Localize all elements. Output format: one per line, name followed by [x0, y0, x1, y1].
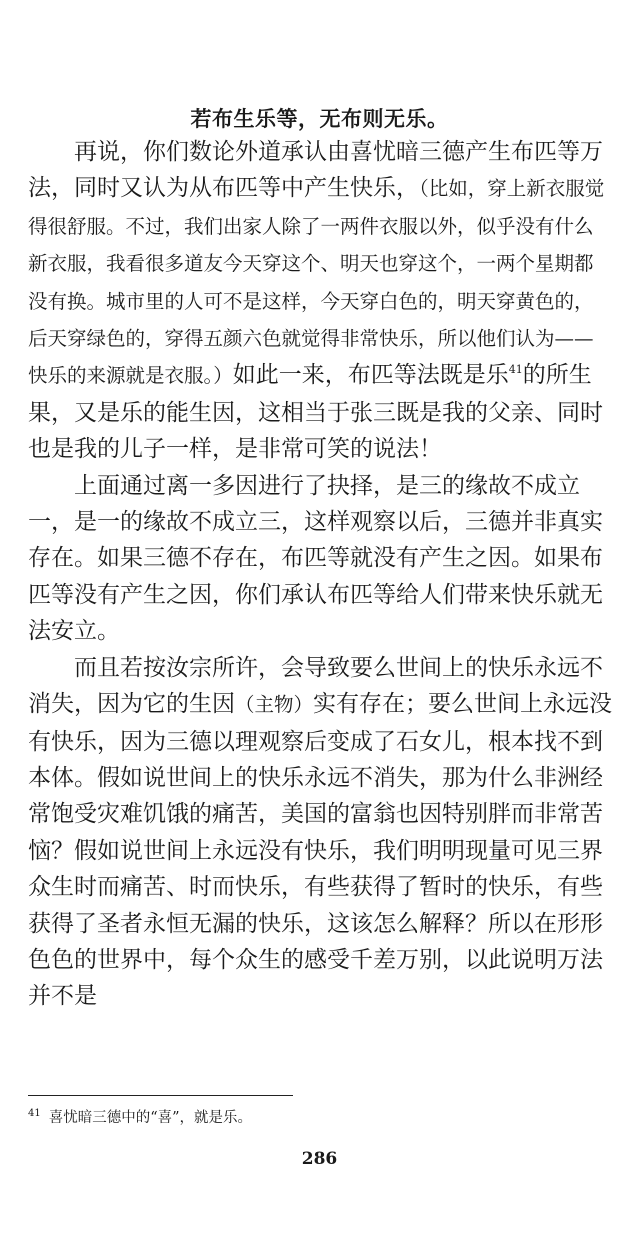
paragraph-3-text-continued: 实有存在；要么世间上永远没有快乐，因为三德以理观察后变成了石女儿，根本找不到本体。假如说世间上的快乐永远不消失，那为什么非洲经常饱受灾难饥饿的痛苦，美国的富翁也因特别胖而非常苦恼？假如说世间上永远没有快乐，我们明明现量可见三界众生时而痛苦、时而快乐，有些获得了暂时的快乐，有些获得了圣者永恒无漏的快乐，这该怎么解释？所以在形形色色的世界中，每个众生的感受千差万别，以此说明万法并不是	[28, 691, 613, 1010]
paragraph-1-text-continued: 如此一来，布匹等法既是乐	[232, 362, 509, 389]
paragraph-1	[28, 134, 612, 468]
footnote-text: 喜忧暗三德中的“喜”，就是乐。	[48, 1110, 253, 1126]
paragraph-2: 上面通过离一多因进行了抉择，是三的缘故不成立一，是一的缘故不成立三，这样观察以后，三德并非真实存在。如果三德不存在，布匹等就没有产生之因。如果布匹等没有产生之因，你们承认布匹等给人们带来快乐就无法安立。	[28, 472, 603, 645]
paragraph-3	[28, 650, 612, 1015]
footnote-number: 41	[28, 1108, 41, 1119]
paragraph-1-note: （比如，穿上新衣服觉得很舒服。不过，我们出家人除了一两件衣服以外，似乎没有什么新衣服，我看很多道友今天穿这个、明天也穿这个，一两个星期都没有换。城市里的人可不是这样，今天穿白色的，明天穿黄色的，后天穿绿色的，穿得五颜六色就觉得非常快乐，所以他们认为——快乐的来源就是衣服。）	[28, 177, 605, 388]
verse-heading: 若布生乐等，无布则无乐。	[190, 107, 449, 131]
paragraph-1-text: 再说，你们数论外道承认由喜忧暗三德产生布匹等万法，同时又认为从布匹等中产生快乐，	[28, 139, 603, 202]
page-number: 286	[301, 1149, 338, 1169]
paragraph-3-note: （主物）	[235, 693, 314, 717]
footnote-divider	[28, 1095, 293, 1096]
paragraph-1-text-end: 的所生果，又是乐的能生因，这相当于张三既是我的父亲、同时也是我的儿子一样，是非常可笑的说法！	[28, 362, 603, 463]
body-text	[28, 134, 612, 1015]
footnote-reference[interactable]: 41	[508, 363, 523, 377]
paragraph-3-text: 而且若按汝宗所许，会导致要么世间上的快乐永远不消失，因为它的生因	[28, 654, 603, 718]
footnote	[28, 1107, 612, 1129]
